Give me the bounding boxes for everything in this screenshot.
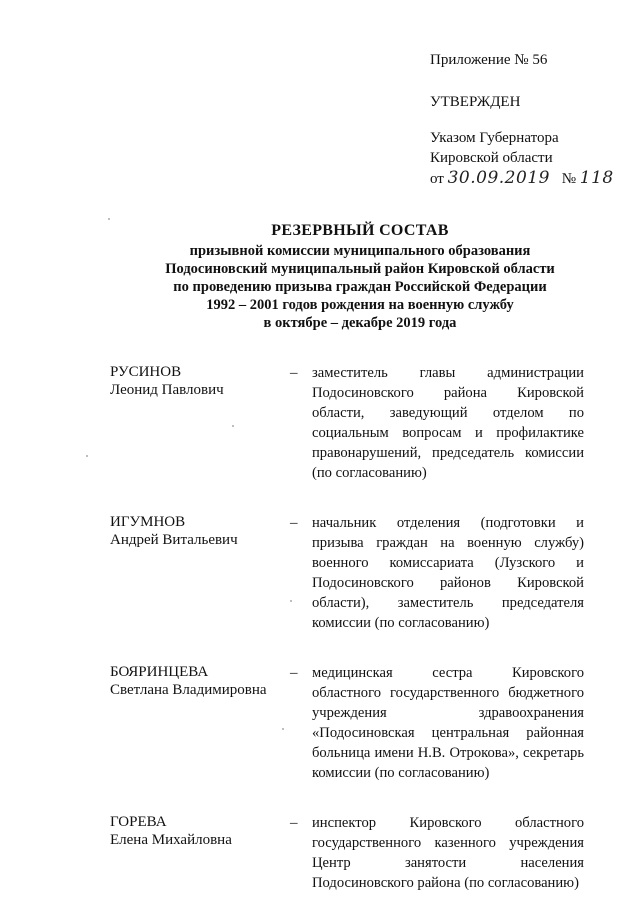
scan-speck (86, 455, 88, 457)
dash-separator: – (290, 365, 298, 381)
member-given-name: Елена Михайловна (110, 832, 232, 848)
title-line-4: 1992 – 2001 годов рождения на военную службу (206, 297, 514, 313)
member-role: инспектор Кировского областного государственного казенного учреждения Центр занятости населения Подосиновского района (по согласованию) (312, 815, 584, 891)
member-role: заместитель главы администрации Подосиновского района Кировской области, заведующий отделом по социальным вопросам и профилактике правонарушений, председатель комиссии (по согласованию) (312, 365, 584, 481)
approval-block (430, 50, 630, 189)
member-entry (110, 513, 630, 633)
member-name (110, 663, 290, 783)
member-given-name: Светлана Владимировна (110, 682, 267, 698)
member-surname: ИГУМНОВ (110, 514, 186, 530)
member-surname: РУСИНОВ (110, 364, 182, 380)
appendix-number: Приложение № 56 (430, 52, 548, 68)
title-line-2: Подосиновский муниципальный район Кировской области (165, 261, 555, 277)
member-given-name: Леонид Павлович (110, 382, 224, 398)
decree-line-2: Кировской области (430, 150, 553, 166)
approved-stamp-text: УТВЕРЖДЕН (430, 94, 521, 110)
members-list (110, 363, 630, 923)
member-entry (110, 813, 630, 893)
member-name (110, 363, 290, 483)
handwritten-date: 30.09.2019 (447, 168, 550, 188)
title-main: РЕЗЕРВНЫЙ СОСТАВ (271, 222, 449, 239)
document-title (100, 220, 620, 332)
scan-speck (290, 600, 292, 602)
member-given-name: Андрей Витальевич (110, 532, 238, 548)
dash-separator: – (290, 515, 298, 531)
date-prefix: от (430, 171, 444, 187)
member-entry (110, 663, 630, 783)
dash-separator: – (290, 815, 298, 831)
number-label: № (561, 171, 577, 187)
member-role: медицинская сестра Кировского областного государственного бюджетного учреждения здравоохранения «Подосиновская центральная районная больница имени Н.В. Отрокова», секретарь комиссии (по согласованию) (312, 665, 584, 781)
title-line-3: по проведению призыва граждан Российской Федерации (173, 279, 547, 295)
scan-speck (232, 425, 234, 427)
member-surname: БОЯРИНЦЕВА (110, 664, 209, 680)
title-line-1: призывной комиссии муниципального образования (189, 243, 531, 259)
dash-separator: – (290, 665, 298, 681)
member-surname: ГОРЕВА (110, 814, 167, 830)
decree-line-1: Указом Губернатора (430, 130, 559, 146)
member-name (110, 513, 290, 633)
member-entry (110, 363, 630, 483)
decree-date-line (430, 168, 630, 189)
scan-speck (282, 728, 284, 730)
scan-speck (108, 218, 110, 220)
handwritten-number: 118 (579, 168, 614, 188)
member-name (110, 813, 290, 893)
member-role: начальник отделения (подготовки и призыва граждан на военную службу) военного комиссариата (Лузского и Подосиновского районов Кировской области), заместитель председателя комиссии (по согласованию) (312, 515, 584, 631)
title-line-5: в октябре – декабре 2019 года (263, 315, 457, 331)
